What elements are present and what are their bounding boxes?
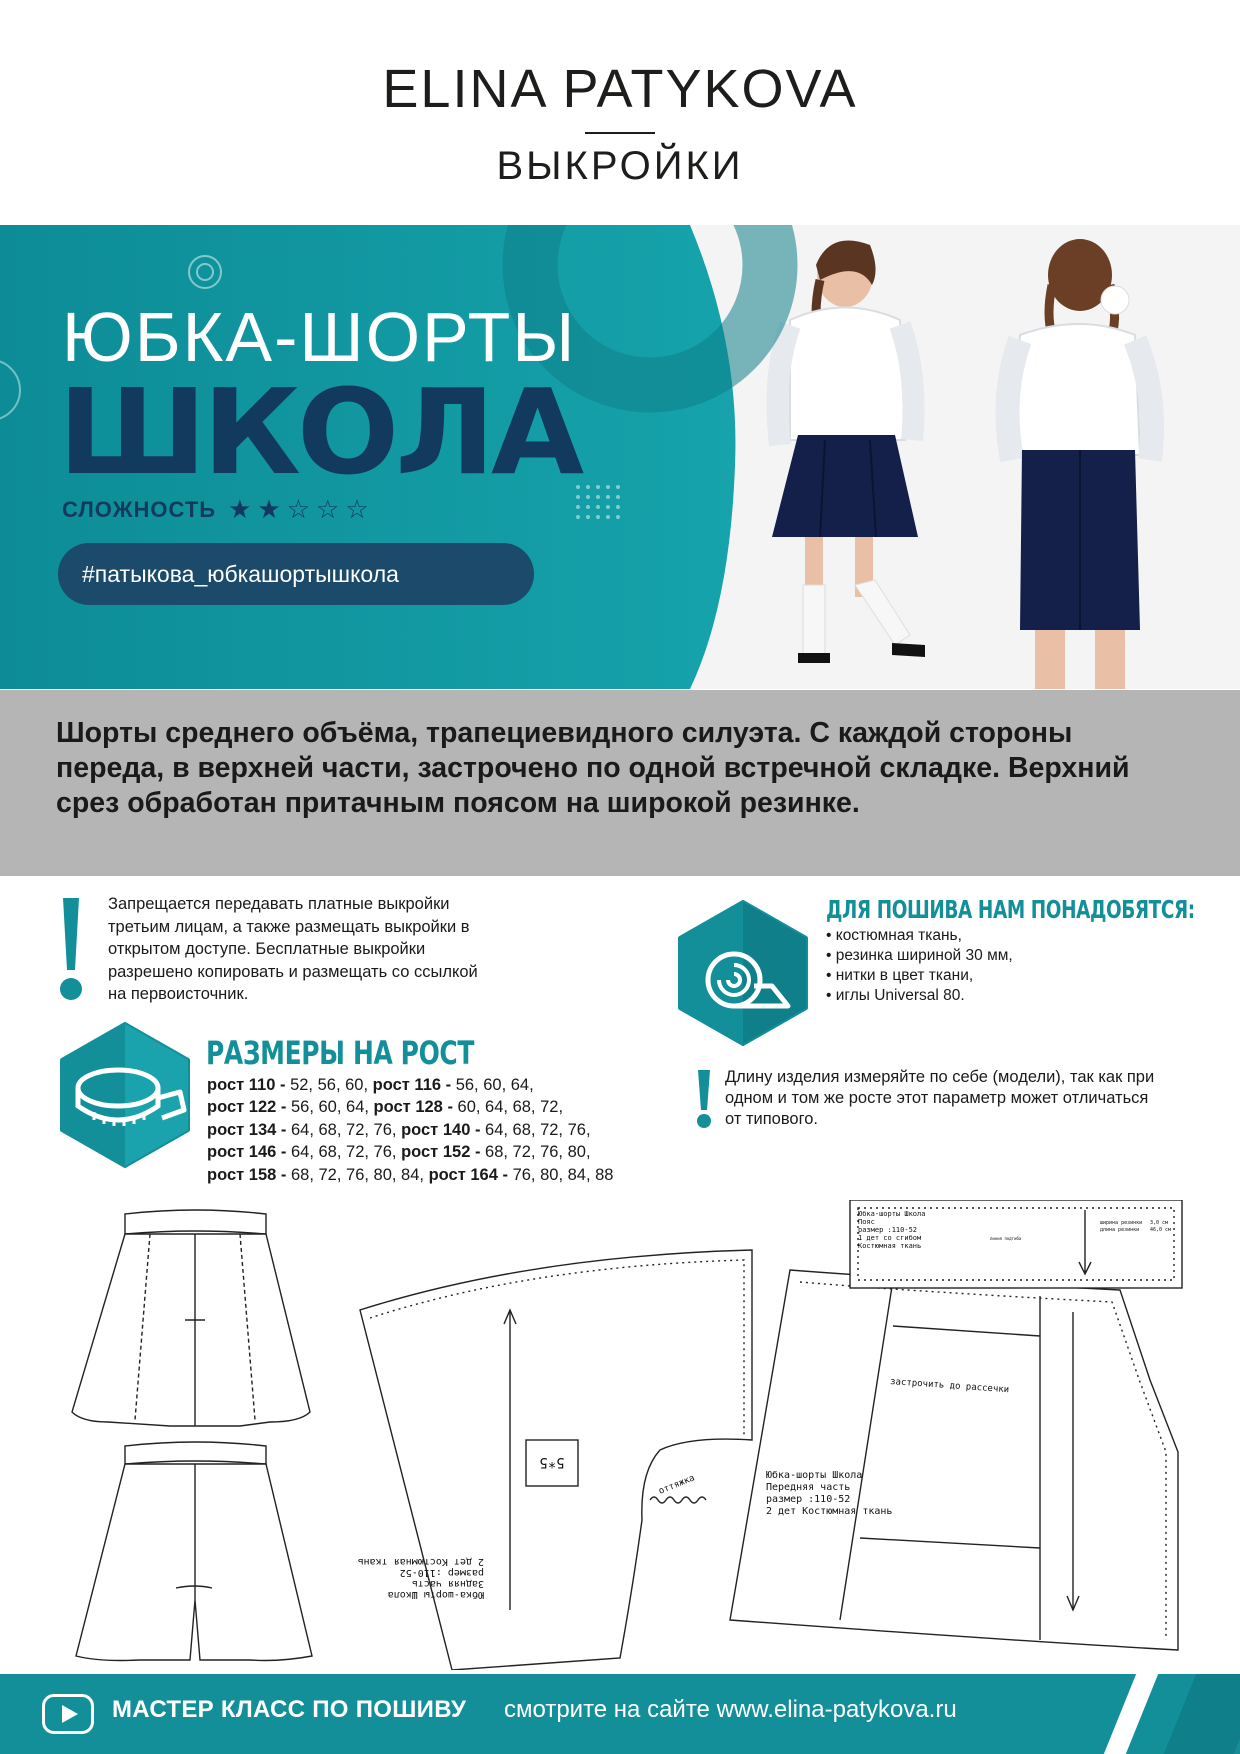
product-title-line2: ШКОЛА [58,363,581,501]
star-icon: ★ [228,495,252,525]
pattern-belt-notes: ширина резинки длина резинки [1100,1220,1143,1233]
size-row: рост 146 - 64, 68, 72, 76, рост 152 - 68, 72, 76, 80, [207,1143,591,1162]
list-item: • костюмная ткань, [826,926,1013,946]
copyright-notice: Запрещается передавать платные выкройки третьим лицам, а также размещать выкройки в открытом доступе. Бесплатные выкройки разрешено копировать и размещать со ссылкой на первоисточник. [108,895,478,1003]
size-row: рост 110 - 52, 56, 60, рост 116 - 56, 60, 64, [207,1076,534,1094]
brand-title: ELINA PATYKOVA [382,59,858,119]
product-title-line1: ЮБКА-ШОРТЫ [62,298,577,376]
size-row: рост 134 - 64, 68, 72, 76, рост 140 - 64, 68, 72, 76, [207,1120,591,1139]
exclamation-icon [695,1070,713,1128]
pattern-back-box-label: 5*5 [539,1454,565,1470]
pattern-drawings [0,1200,1240,1670]
footer-masterclass: МАСТЕР КЛАСС ПО ПОШИВУ [112,1696,467,1723]
star-icon: ☆ [316,495,340,525]
materials-title: ДЛЯ ПОШИВА НАМ ПОНАДОБЯТСЯ: [826,895,1195,924]
difficulty-label: СЛОЖНОСТЬ [62,497,217,522]
description-band [0,690,1240,876]
footer-decor-stripe [1104,1674,1158,1754]
size-row: рост 122 - 56, 60, 64, рост 128 - 60, 64, 68, 72, [207,1098,564,1117]
size-row: рост 158 - 68, 72, 76, 80, 84, рост 164 - 76, 80, 84, 88 [207,1165,614,1184]
play-icon[interactable] [42,1694,94,1734]
brand-divider [585,132,655,134]
list-item: • нитки в цвет ткани, [826,966,1013,986]
difficulty-rating [62,497,369,523]
measuring-tape-icon [58,1022,192,1168]
pattern-belt-label: Юбка-шорты Школа Пояс размер :110-52 1 дет со сгибом Костюмная ткань [858,1210,926,1250]
list-item: • иглы Universal 80. [826,986,1013,1006]
flat-sketch-back [76,1442,312,1661]
footer-decor-stripe [1164,1674,1240,1754]
pattern-front-piece [730,1270,1178,1650]
pattern-front-stitch: застрочить до рассечки [889,1377,1010,1396]
pattern-belt-values: 3,0 см 46,0 см [1150,1220,1172,1233]
pattern-back-label: Юбка-шорты Школа Задняя часть размер :110-52 2 дет Костюмная ткань [357,1556,484,1600]
exclamation-icon [58,898,84,1002]
materials-list [826,926,1013,1006]
pattern-back-mark: оттяжка [657,1473,697,1497]
star-icon: ★ [257,495,281,525]
list-item: • резинка шириной 30 мм, [826,946,1013,966]
brand-subtitle: ВЫКРОЙКИ [496,144,744,188]
footer-banner [0,1674,1240,1754]
flat-sketch-front [72,1210,310,1426]
measure-note: Длину изделия измеряйте по себе (модели), так как при одном и том же росте этот параметр может отличаться от типового. [725,1068,1155,1128]
star-icon: ☆ [286,495,311,525]
sizes-title: РАЗМЕРЫ НА РОСТ [206,1034,474,1072]
hashtag-badge: #патыкова_юбкашортышкола [58,543,534,605]
fabric-roll-icon [676,900,810,1046]
footer-website-link[interactable]: смотрите на сайте www.elina-patykova.ru [504,1696,957,1723]
pattern-belt-mid: линия подгиба [990,1236,1022,1241]
pattern-front-label: Юбка-шорты Школа Передняя часть размер :110-52 2 дет Костюмная ткань [766,1470,893,1517]
sizes-list [207,1074,614,1186]
description-text: Шорты среднего объёма, трапециевидного силуэта. С каждой стороны переда, в верхней части, застрочено по одной встречной складке. Верхний срез обработан притачным поясом на широкой резинке. [56,717,1130,819]
hero-banner [0,225,1240,689]
star-icon: ☆ [345,495,369,525]
